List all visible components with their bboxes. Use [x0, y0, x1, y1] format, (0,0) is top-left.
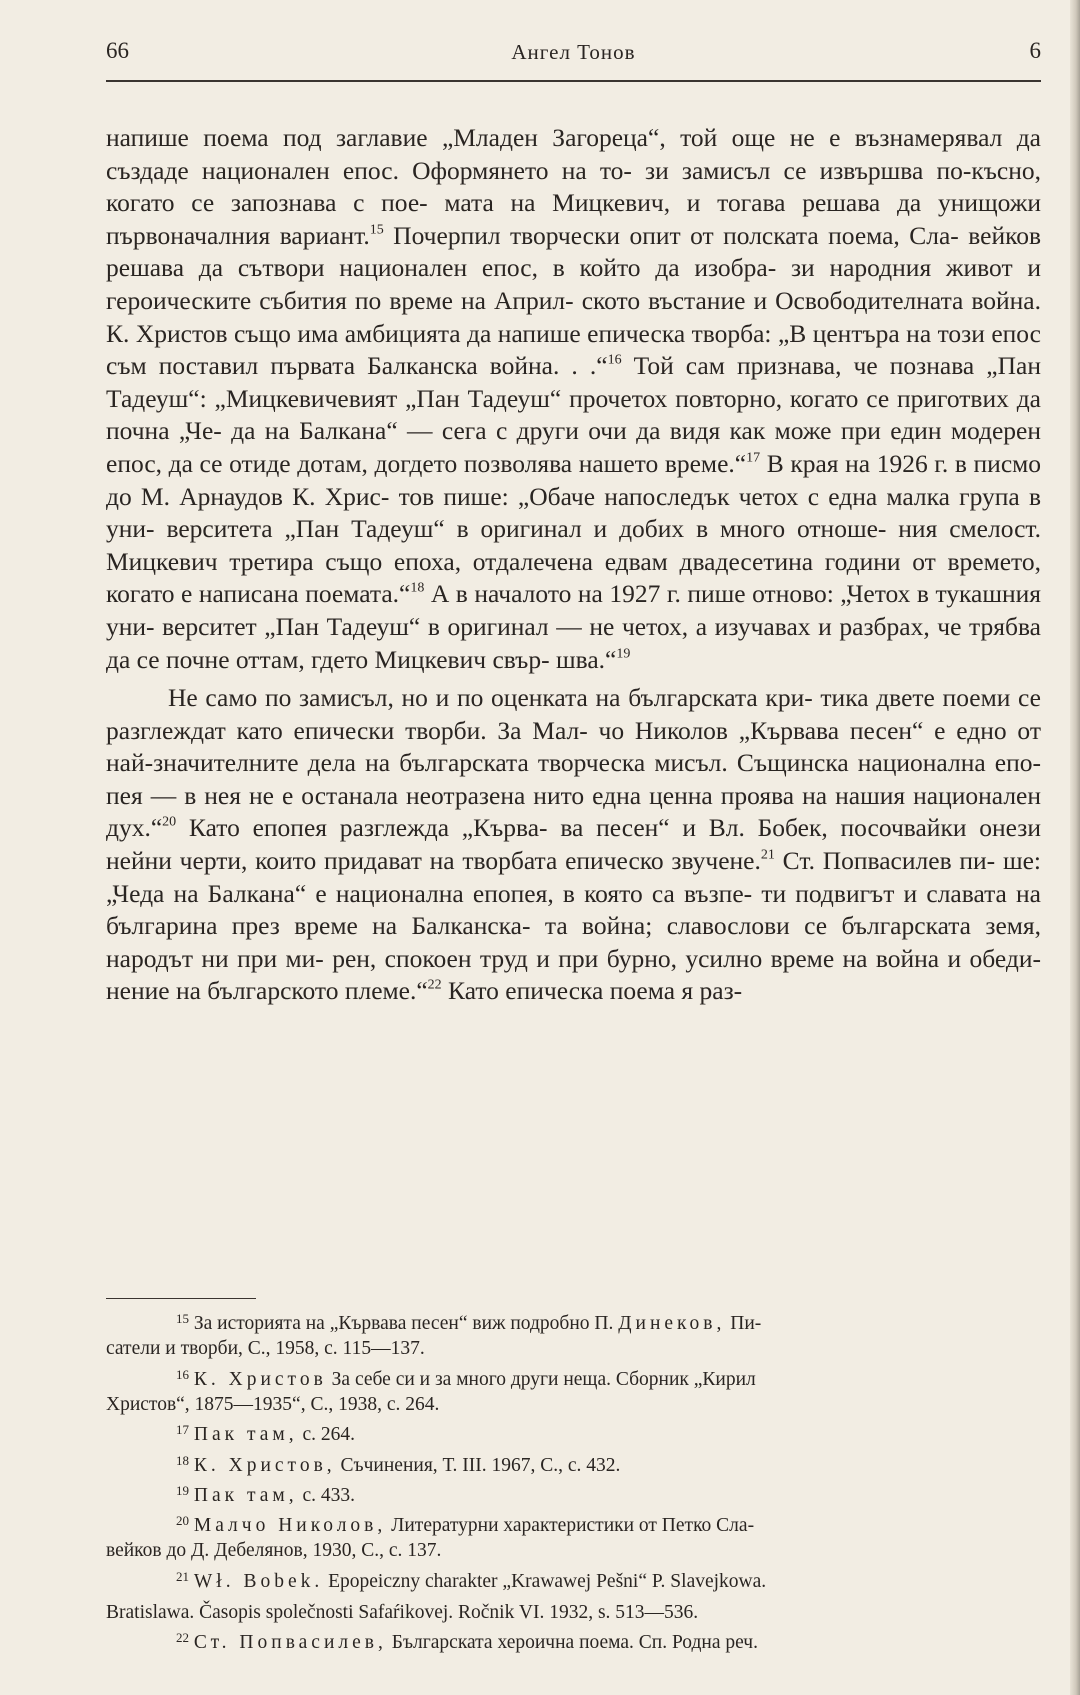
footnote-rule: [106, 1298, 256, 1299]
main-text: [106, 122, 1041, 1008]
footnote-21-cont: Bratislawa. Časopis společnosti Safaŕikovej. Ročnik VI. 1932, s. 513—536.: [106, 1601, 699, 1623]
footnote-20-cont: вейков до Д. Дебелянов, 1930, С., с. 137.: [106, 1540, 442, 1562]
running-title: Ангел Тонов: [511, 40, 636, 64]
footnote-ref: 20: [162, 814, 177, 830]
footnotes: [106, 1306, 1041, 1656]
page-edge-shadow: [1070, 0, 1080, 1695]
footnote-ref: 15: [369, 222, 384, 238]
footnote-15: $^{15}$ За историята на „Кървава песен“ виж подробно П. Динеков, Пи-: [176, 1311, 762, 1334]
page-number: 66: [106, 38, 129, 63]
footnote-15-cont: сатели и творби, С., 1958, с. 115—137.: [106, 1338, 425, 1360]
footnote-16-cont: Христов“, 1875—1935“, С., 1938, с. 264.: [106, 1393, 440, 1415]
paragraph-1: напише поема под заглавие „Младен Загореца“, той още не е възнамерявал да създаде национален епос. Оформянето на то- зи замисъл се извършва по-късно, когато се запознава с пое- мата на Мицкевич, и тогава решава да унищожи първоначалния вариант.$^{15}$ Почерпил творчески опит от полската поема, Сла- вейков решава да сътвори национален епос, в който да изобра- зи народния живот и героическите събития по време на Април- ското въстание и Освободителната война. К. Христов също има амбицията да напише епическа творба: „В центъра на този епос съм поставил първата Балканска война. . .“$^{16}$ Той сам признава, че познава „Пан Тадеуш“: „Мицкевичевият „Пан Тадеуш“ прочетох повторно, когато се приготвих да почна „Че- да на Балкана“ — сега с други очи да видя как може при един модерен епос, да се отиде дотам, догдето позволява нашето време.“$^{17}$ В края на 1926 г. в писмо до М. Арнаудов К. Хрис- тов пише: „Обаче напоследък четох с една малка група в уни- верситета „Пан Тадеуш“ в оригинал и добих в много отноше- ния смелост. Мицкевич третира също епоха, отдалечена едвам двадесетина години от времето, когато е написана поемата.“$^{18}$ А в началото на 1927 г. пише отново: „Четох в тукашния уни- верситет „Пан Тадеуш“ в оригинал — не четох, а изучавах и разбрах, че трябва да се почне оттам, гдето Мицкевич свър- шва.“$^{19}$: [106, 123, 1042, 674]
footnote-ref: 19: [616, 646, 631, 661]
running-header: [106, 38, 1041, 78]
footnote-22: $^{22}$ Ст. Попвасилев, Българската хероична поема. Сп. Родна реч.: [176, 1630, 758, 1654]
footnote-ref: 17: [746, 450, 761, 466]
footnote-20: $^{20}$ Малчо Николов, Литературни характеристики от Петко Сла-: [176, 1513, 755, 1536]
footnote-ref: 22: [427, 977, 442, 993]
footnote-17: $^{17}$ Пак там, с. 264.: [176, 1422, 355, 1446]
footnote-21: $^{21}$ Wł. Bobek. Epopeiczny charakter „Krawawej Pešni“ P. Slavejkowa.: [176, 1568, 767, 1592]
header-right-marker: 6: [1029, 38, 1041, 63]
paragraph-2: Не само по замисъл, но и по оценката на българската кри- тика двете поеми се разглеждат като епически творби. За Мал- чо Николов „Кървава песен“ е едно от най-значителните дела на българската творческа мисъл. Същинска национална епо- пея — в нея не е останала неотразена нито една ценна проява на нашия национален дух.“$^{20}$ Като епопея разглежда „Кърва- ва песен“ и Вл. Бобек, посочвайки онези нейни черти, които придават на творбата епическо звучене.$^{21}$ Ст. Попвасилев пи- ше: „Чеда на Балкана“ е национална епопея, в която са възпе- ти подвигът и славата на българина през време на Балканска- та война; славослови се българската земя, народът ни при ми- рен, спокоен труд и при бурно, усилно време на война и обеди- нение на българското племе.“$^{22}$ Като епическа поема я раз-: [106, 683, 1042, 1006]
footnote-16: $^{16}$ К. Христов За себе си и за много други неща. Сборник „Кирил: [176, 1366, 756, 1390]
footnote-ref: 18: [410, 580, 425, 596]
footnote-ref: 21: [760, 847, 775, 863]
footnote-18: $^{18}$ К. Христов, Съчинения, Т. III. 1967, С., с. 432.: [176, 1452, 621, 1476]
footnote-19: $^{19}$ Пак там, с. 433.: [176, 1482, 355, 1506]
header-rule: [106, 80, 1041, 82]
footnote-ref: 16: [607, 352, 622, 368]
